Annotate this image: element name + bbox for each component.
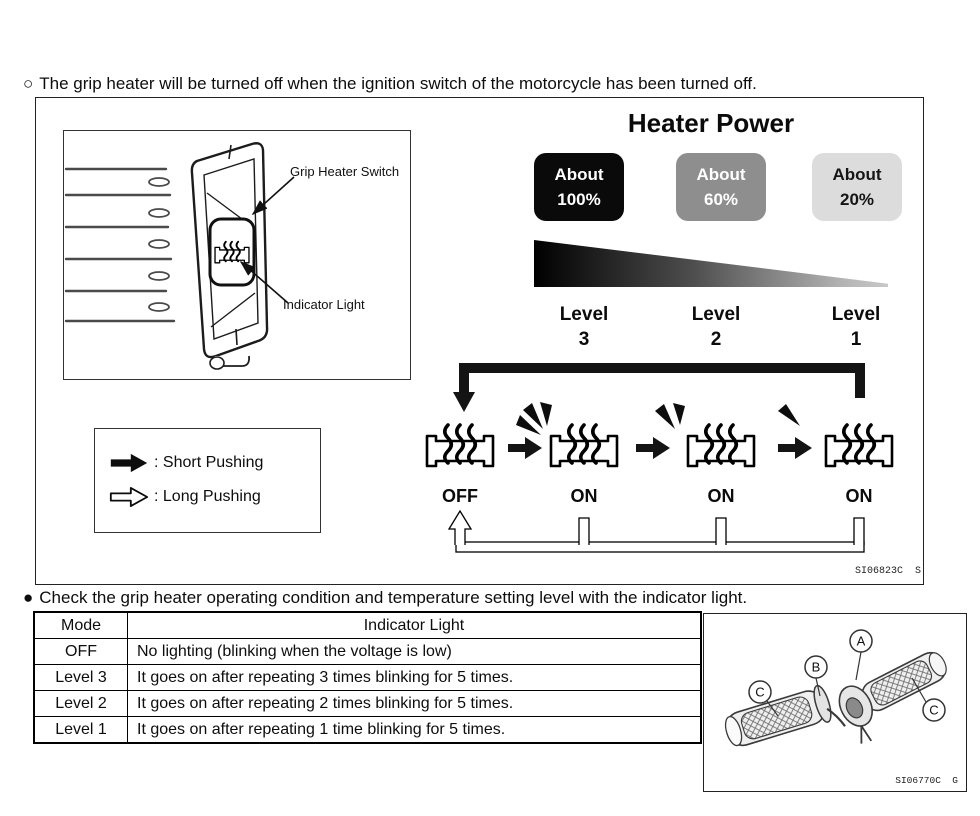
indicator-cell: It goes on after repeating 1 time blinking for 5 times. bbox=[128, 717, 702, 744]
callout-C-left bbox=[749, 681, 771, 703]
circle-bullet-icon: ○ bbox=[23, 74, 34, 93]
state-on-label-1: ON bbox=[570, 486, 598, 506]
long-push-return-rail bbox=[449, 511, 864, 552]
grip-heater-icon-level1 bbox=[826, 425, 892, 466]
intro-note-text: The grip heater will be turned off when the ignition switch of the motorcycle has been turned off. bbox=[39, 74, 757, 93]
indicator-light-table bbox=[33, 611, 702, 744]
grip-heater-icon-level2 bbox=[688, 425, 754, 466]
dot-bullet-icon: ● bbox=[23, 588, 34, 607]
svg-text:C: C bbox=[755, 684, 765, 700]
solid-arrow-icon bbox=[109, 451, 149, 475]
mode-column-header: Mode bbox=[34, 612, 128, 639]
short-push-arrow-3 bbox=[778, 437, 812, 459]
indicator-cell: It goes on after repeating 3 times blinking for 5 times. bbox=[128, 665, 702, 691]
callout-A bbox=[850, 630, 872, 652]
heater-power-title: Heater Power bbox=[627, 108, 795, 138]
grip-heater-switch-label: Grip Heater Switch bbox=[290, 164, 400, 179]
legend-long-push-label: : Long Pushing bbox=[154, 488, 261, 505]
mode-cell: Level 1 bbox=[34, 717, 128, 744]
state-on-label-3: ON bbox=[845, 486, 873, 506]
check-note-text: Check the grip heater operating condition and temperature setting level with the indicator light. bbox=[39, 588, 748, 607]
svg-text:C: C bbox=[929, 702, 939, 718]
grip-heater-icon-level3 bbox=[551, 425, 617, 466]
table-row bbox=[34, 639, 701, 665]
right-grip bbox=[833, 642, 961, 746]
check-note bbox=[23, 588, 747, 608]
long-push-arrow-up bbox=[449, 511, 471, 545]
hollow-arrow-icon bbox=[109, 485, 149, 509]
table-row bbox=[34, 665, 701, 691]
power-box-60-word: About bbox=[696, 164, 746, 184]
blink-marks-1 bbox=[778, 404, 800, 426]
power-box-20-word: About bbox=[832, 164, 882, 184]
blink-marks-2 bbox=[655, 403, 685, 429]
legend-short-push-label: : Short Pushing bbox=[154, 454, 264, 471]
indicator-cell: It goes on after repeating 2 times blinking for 5 times. bbox=[128, 691, 702, 717]
svg-text:A: A bbox=[856, 633, 866, 649]
power-box-20-value: 20% bbox=[839, 190, 875, 209]
mode-cell: OFF bbox=[34, 639, 128, 665]
state-on-label-2: ON bbox=[707, 486, 735, 506]
table-row bbox=[34, 691, 701, 717]
mode-cell: Level 3 bbox=[34, 665, 128, 691]
level-3-label: Level 3 bbox=[559, 304, 609, 350]
blink-marks-3 bbox=[516, 402, 552, 435]
left-grip bbox=[721, 681, 845, 760]
short-push-arrow-2 bbox=[636, 437, 670, 459]
grip-heater-icon-off bbox=[427, 425, 493, 466]
level-1-label: Level 1 bbox=[831, 304, 881, 350]
grip-parts-figure bbox=[703, 613, 967, 792]
return-to-off-path bbox=[453, 368, 860, 412]
power-box-100-word: About bbox=[554, 164, 604, 184]
figure-code-grips: SI06770C G bbox=[895, 775, 958, 786]
indicator-light-label: Indicator Light bbox=[283, 297, 365, 312]
indicator-column-header: Indicator Light bbox=[128, 612, 702, 639]
state-off-label: OFF bbox=[442, 486, 478, 506]
grip-parts-drawing bbox=[704, 614, 966, 791]
figure-code-flow: SI06823C S bbox=[854, 566, 921, 577]
power-box-100-value: 100% bbox=[557, 190, 601, 209]
svg-text:B: B bbox=[811, 659, 821, 675]
level-2-label: Level 2 bbox=[691, 304, 741, 350]
callout-B bbox=[805, 656, 827, 678]
table-header-row bbox=[34, 612, 701, 639]
legend-long-push bbox=[109, 485, 261, 509]
heater-power-figure bbox=[35, 97, 924, 585]
callout-C-right bbox=[923, 699, 945, 721]
push-legend bbox=[94, 428, 321, 533]
legend-short-push bbox=[109, 451, 263, 475]
short-push-arrow-1 bbox=[508, 437, 542, 459]
mode-cell: Level 2 bbox=[34, 691, 128, 717]
indicator-cell: No lighting (blinking when the voltage is low) bbox=[128, 639, 702, 665]
power-box-60-value: 60% bbox=[703, 190, 739, 209]
table-row bbox=[34, 717, 701, 744]
intro-note bbox=[23, 74, 757, 94]
